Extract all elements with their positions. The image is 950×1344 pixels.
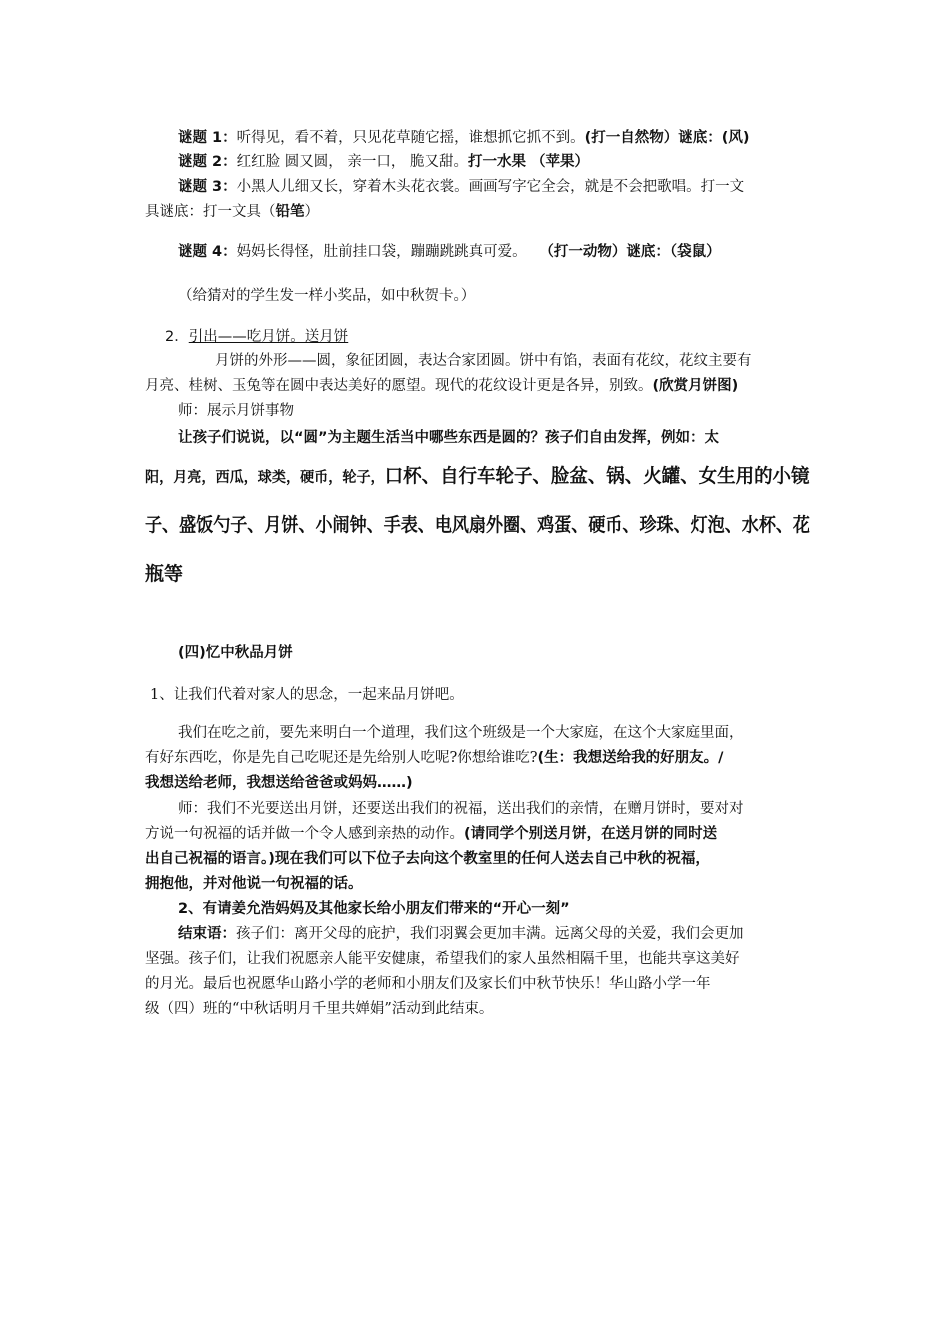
para-2-line-3: 出自己祝福的语言。)现在我们可以下位子去向这个教室里的任何人送去自己中秋的祝福，	[145, 851, 710, 867]
discuss-line-4: 瓶等	[145, 563, 184, 585]
para-1-line-1: 我们在吃之前，要先来明白一个道理，我们这个班级是一个大家庭，在这个大家庭里面，	[178, 725, 744, 741]
para-2-line-2	[145, 823, 717, 845]
closing-line-3: 的月光。最后也祝愿华山路小学的老师和小朋友们及家长们中秋节快乐！华山路小学一年	[145, 976, 711, 992]
teacher-line: 师：展示月饼事物	[178, 403, 294, 419]
para-text: 有好东西吃，你是先自己吃呢还是先给别人吃呢?你想给谁吃?	[145, 750, 538, 766]
discuss-line-3: 子、盛饭勺子、月饼、小闹钟、手表、电风扇外圈、鸡蛋、硬币、珍珠、灯泡、水杯、花	[145, 514, 810, 536]
riddle-label: 谜题 4：	[178, 244, 237, 260]
item-1: 1、让我们代着对家人的思念，一起来品月饼吧。	[150, 687, 464, 703]
riddle-3-line-2	[145, 201, 319, 223]
riddle-1	[178, 127, 750, 149]
riddle-4	[178, 241, 721, 263]
riddle-answer: 打一水果 （苹果）	[467, 154, 590, 170]
para-bold: (请同学个别送月饼，在送月饼的同时送	[464, 826, 718, 842]
riddle-close: ）	[304, 204, 319, 220]
closing-line-4: 级（四）班的“中秋话明月千里共婵娟”活动到此结束。	[145, 1001, 494, 1017]
prize-note: （给猜对的学生发一样小奖品，如中秋贺卡。）	[178, 288, 476, 304]
closing-line-1	[178, 923, 744, 945]
riddle-text: 具谜底：打一文具（	[145, 204, 276, 220]
closing-text: 孩子们：离开父母的庇护，我们羽翼会更加丰满。远离父母的关爱，我们会更加	[236, 926, 744, 942]
para-text: 月亮、桂树、玉兔等在圆中表达美好的愿望。现代的花纹设计更是各异，别致。	[145, 378, 653, 394]
riddle-2	[178, 151, 589, 173]
para-2-line-1: 师：我们不光要送出月饼，还要送出我们的祝福，送出我们的亲情，在赠月饼时，要对对	[178, 801, 744, 817]
discuss-big: 口杯、自行车轮子、脸盆、锅、火罐、女生用的小镜	[384, 465, 810, 487]
closing-line-2: 坚强。孩子们，让我们祝愿亲人能平安健康，希望我们的家人虽然相隔千里，也能共享这美好	[145, 951, 740, 967]
section-4-heading: (四)忆中秋品月饼	[178, 645, 293, 661]
riddle-answer: 铅笔	[275, 204, 305, 220]
discuss-line-1: 让孩子们说说，以“圆”为主题生活当中哪些东西是圆的？孩子们自由发挥，例如：太	[178, 430, 720, 446]
para-text: 方说一句祝福的话并做一个令人感到亲热的动作。	[145, 826, 464, 842]
riddle-answer: (打一自然物）谜底：(风)	[584, 130, 750, 146]
riddle-3-line-1	[178, 176, 744, 198]
discuss-small: 阳，月亮，西瓜，球类，硬币，轮子，	[145, 470, 385, 486]
para-1-line-2	[145, 747, 723, 769]
riddle-label: 谜题 1：	[178, 130, 237, 146]
mooncake-para-line-1: 月饼的外形——圆，象征团圆，表达合家团圆。饼中有馅，表面有花纹，花纹主要有	[215, 353, 752, 369]
para-bold: (生：我想送给我的好朋友。/	[537, 750, 724, 766]
item-2: 2、有请姜允浩妈妈及其他家长给小朋友们带来的“开心一刻”	[178, 901, 570, 917]
para-1-line-3: 我想送给老师，我想送给爸爸或妈妈……)	[145, 775, 413, 791]
riddle-label: 谜题 2：	[178, 154, 237, 170]
section-title: 引出——吃月饼。送月饼	[188, 329, 349, 345]
closing-label: 结束语：	[178, 926, 236, 942]
riddle-text: 红红脸 圆又圆， 亲一口， 脆又甜。	[236, 154, 468, 170]
riddle-label: 谜题 3：	[178, 179, 237, 195]
riddle-text: 小黑人儿细又长，穿着木头花衣裳。画画写字它全会，就是不会把歌唱。打一文	[236, 179, 745, 195]
riddle-text: 听得见，看不着，只见花草随它摇，谁想抓它抓不到。	[236, 130, 585, 146]
mooncake-para-line-2	[145, 375, 738, 397]
section-number: 2．	[165, 329, 189, 345]
para-2-line-4: 拥抱他，并对他说一句祝福的话。	[145, 876, 363, 892]
discuss-line-2	[145, 462, 810, 490]
riddle-text: 妈妈长得怪，肚前挂口袋，蹦蹦跳跳真可爱。	[236, 244, 527, 260]
para-bold: (欣赏月饼图)	[652, 378, 739, 394]
section-2-heading	[165, 326, 348, 348]
riddle-answer: （打一动物）谜底：（袋鼠）	[546, 244, 721, 260]
